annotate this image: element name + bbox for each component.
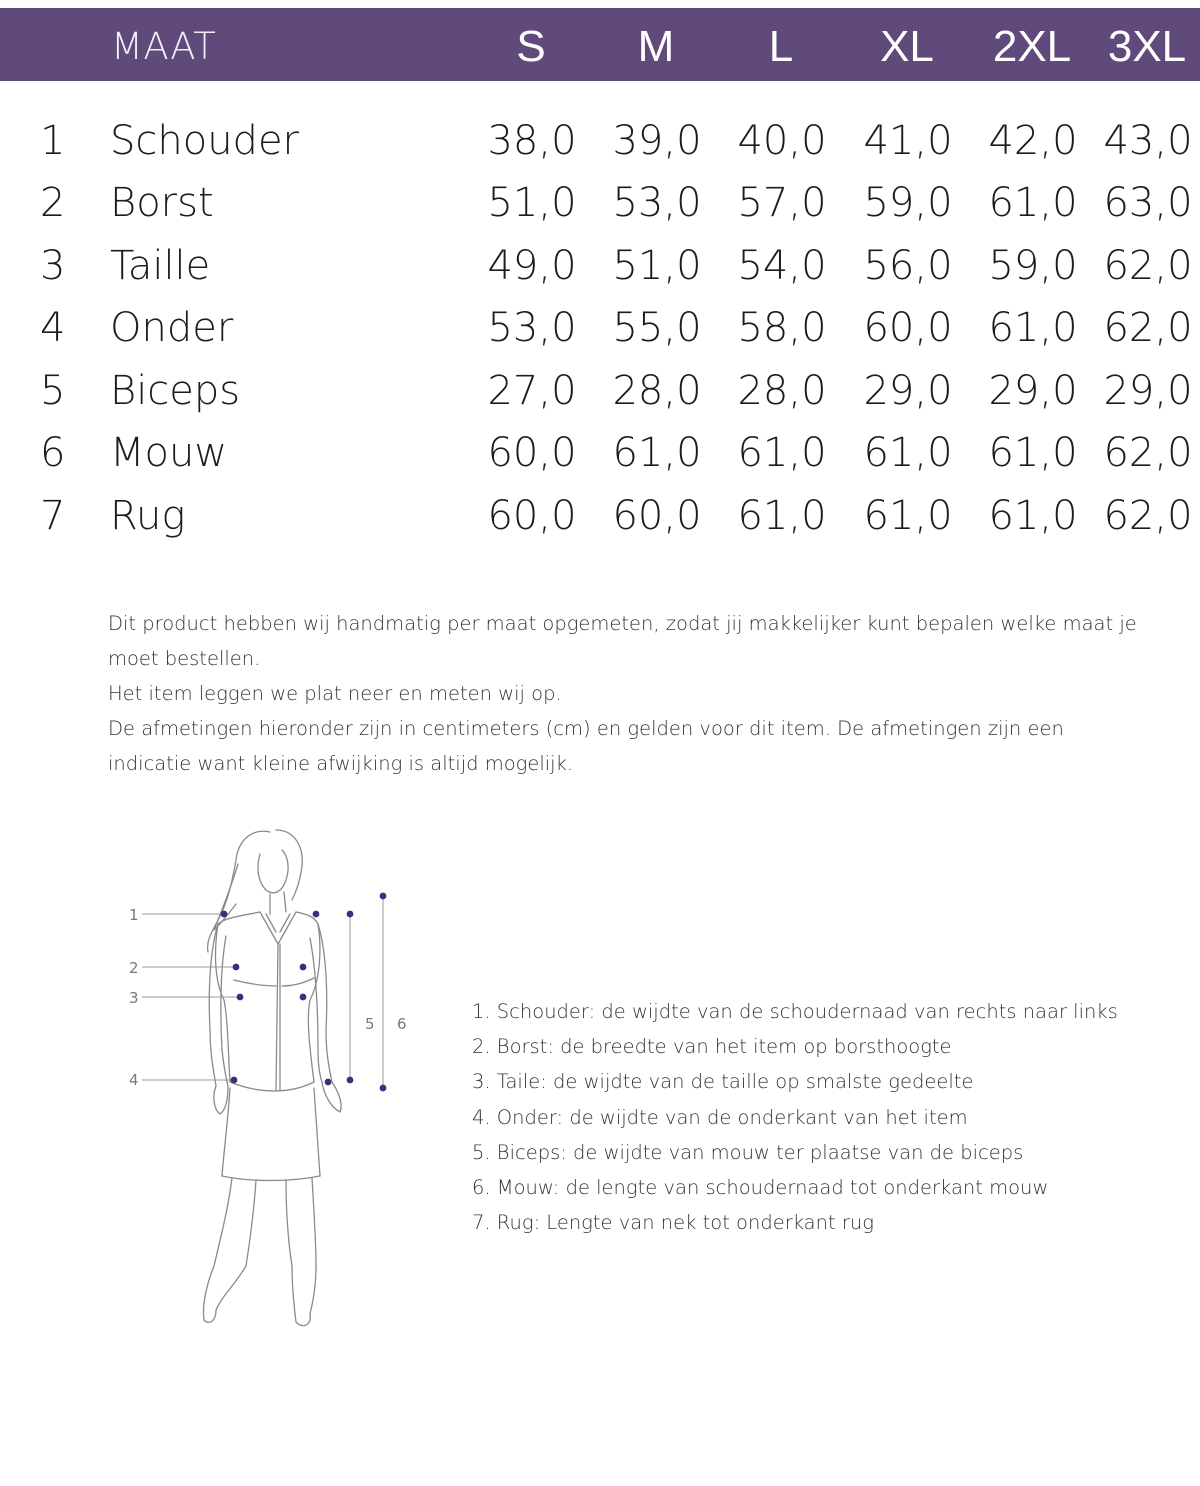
value-m: 39,0 — [612, 118, 702, 164]
legend-item: 5. Biceps: de wijdte van mouw ter plaatse van de biceps — [472, 1140, 1024, 1164]
value-l: 57,0 — [737, 180, 827, 226]
value-s: 53,0 — [487, 305, 577, 351]
row-number: 6 — [40, 430, 66, 476]
value-m: 61,0 — [612, 430, 702, 476]
legend-item: 4. Onder: de wijdte van de onderkant van het item — [472, 1105, 968, 1129]
size-label-xl: XL — [880, 22, 934, 71]
measurement-name: Schouder — [110, 118, 300, 164]
legend-item: 2. Borst: de breedte van het item op borsthoogte — [472, 1035, 952, 1059]
value-l: 54,0 — [737, 243, 827, 289]
value-3xl: 62,0 — [1103, 243, 1193, 289]
value-l: 28,0 — [737, 368, 827, 414]
table-row — [0, 485, 1200, 547]
value-s: 60,0 — [487, 493, 577, 539]
description-line: De afmetingen hieronder zijn in centimeters (cm) en gelden voor dit item. De afmetingen zijn een — [108, 717, 1064, 740]
value-3xl: 63,0 — [1103, 180, 1193, 226]
value-2xl: 61,0 — [988, 430, 1078, 476]
value-s: 60,0 — [487, 430, 577, 476]
row-number: 4 — [40, 305, 66, 351]
value-m: 60,0 — [612, 493, 702, 539]
value-xl: 59,0 — [863, 180, 953, 226]
value-2xl: 59,0 — [988, 243, 1078, 289]
value-s: 38,0 — [487, 118, 577, 164]
figure-marker-4: 4 — [129, 1071, 139, 1089]
measurement-name: Mouw — [110, 430, 228, 476]
figure-marker-3: 3 — [129, 989, 139, 1007]
value-2xl: 29,0 — [988, 368, 1078, 414]
value-2xl: 42,0 — [988, 118, 1078, 164]
value-2xl: 61,0 — [988, 180, 1078, 226]
table-row — [0, 297, 1200, 359]
figure-marker-5: 5 — [365, 1015, 375, 1033]
value-m: 28,0 — [612, 368, 702, 414]
figure-marker-6: 6 — [397, 1015, 407, 1033]
legend-item: 6. Mouw: de lengte van schoudernaad tot onderkant mouw — [472, 1176, 1049, 1200]
maat-label: MAAT — [111, 25, 217, 68]
value-l: 61,0 — [737, 430, 827, 476]
value-m: 55,0 — [612, 305, 702, 351]
measurement-name: Borst — [110, 180, 214, 226]
figure-marker-1: 1 — [129, 906, 139, 924]
table-row — [0, 235, 1200, 297]
measurement-name: Taille — [110, 243, 211, 289]
table-row — [0, 422, 1200, 484]
value-m: 51,0 — [612, 243, 702, 289]
size-header-band — [0, 8, 1200, 81]
legend-item: 3. Taile: de wijdte van de taille op smalste gedeelte — [472, 1070, 974, 1094]
description-line: indicatie want kleine afwijking is altijd mogelijk. — [108, 752, 574, 775]
measurement-figure — [110, 820, 450, 1340]
value-xl: 61,0 — [863, 493, 953, 539]
woman-sketch-illustration — [110, 820, 450, 1340]
description-line: moet bestellen. — [108, 647, 261, 670]
figure-marker-2: 2 — [129, 959, 139, 977]
value-m: 53,0 — [612, 180, 702, 226]
value-l: 61,0 — [737, 493, 827, 539]
value-2xl: 61,0 — [988, 305, 1078, 351]
legend-item: 7. Rug: Lengte van nek tot onderkant rug — [472, 1211, 874, 1235]
row-number: 3 — [40, 243, 66, 289]
size-label-s: S — [516, 22, 546, 71]
row-number: 1 — [40, 118, 66, 164]
value-2xl: 61,0 — [988, 493, 1078, 539]
size-label-3xl: 3XL — [1107, 22, 1187, 71]
value-l: 58,0 — [737, 305, 827, 351]
value-3xl: 62,0 — [1103, 493, 1193, 539]
value-s: 27,0 — [487, 368, 577, 414]
value-xl: 29,0 — [863, 368, 953, 414]
value-3xl: 43,0 — [1103, 118, 1193, 164]
description-line: Dit product hebben wij handmatig per maat opgemeten, zodat jij makkelijker kunt bepalen welke maat je — [108, 612, 1137, 635]
row-number: 5 — [40, 368, 66, 414]
row-number: 2 — [40, 180, 66, 226]
legend-item: 1. Schouder: de wijdte van de schoudernaad van rechts naar links — [472, 1000, 1118, 1023]
value-xl: 56,0 — [863, 243, 953, 289]
measurement-name: Biceps — [110, 368, 241, 414]
table-row — [0, 360, 1200, 422]
table-row — [0, 172, 1200, 234]
value-l: 40,0 — [737, 118, 827, 164]
description-line: Het item leggen we plat neer en meten wij op. — [108, 682, 562, 705]
measurement-legend — [472, 994, 1172, 1240]
measurement-description — [108, 606, 1137, 781]
measurement-name: Rug — [110, 493, 186, 539]
row-number: 7 — [40, 493, 66, 539]
size-label-m: M — [637, 22, 675, 71]
value-xl: 60,0 — [863, 305, 953, 351]
value-s: 51,0 — [487, 180, 577, 226]
table-row — [0, 110, 1200, 172]
size-label-l: L — [768, 22, 794, 71]
value-xl: 61,0 — [863, 430, 953, 476]
size-label-2xl: 2XL — [992, 22, 1072, 71]
measurement-name: Onder — [110, 305, 234, 351]
value-3xl: 62,0 — [1103, 305, 1193, 351]
value-3xl: 29,0 — [1103, 368, 1193, 414]
value-s: 49,0 — [487, 243, 577, 289]
value-3xl: 62,0 — [1103, 430, 1193, 476]
value-xl: 41,0 — [863, 118, 953, 164]
